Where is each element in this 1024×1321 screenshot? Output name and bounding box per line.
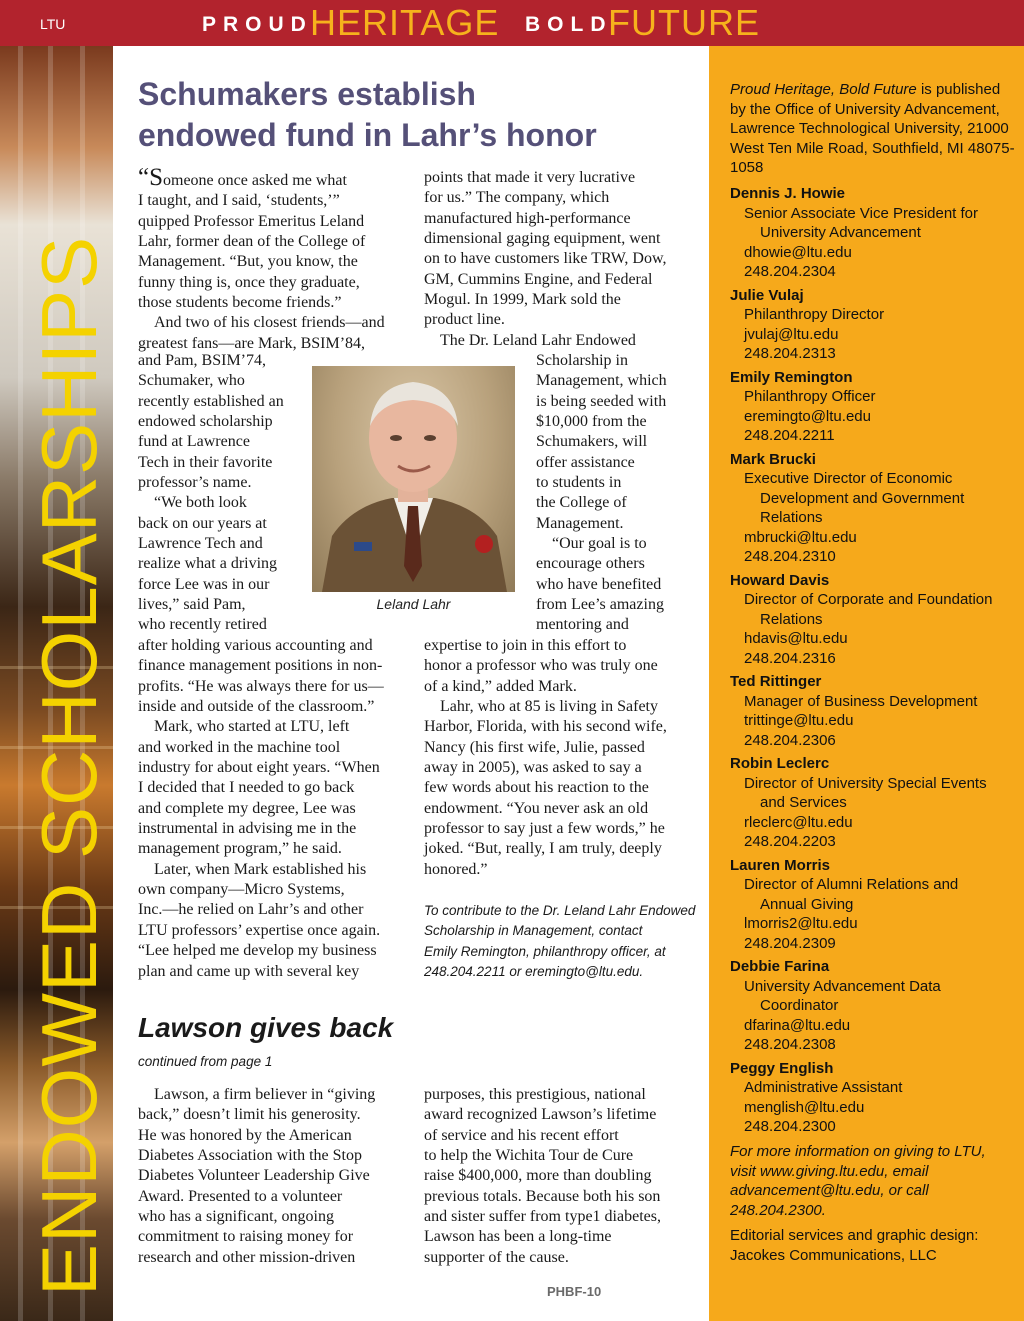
- text-line: on to have customers like TRW, Dow,: [424, 250, 667, 268]
- text-line: professor to say just a few words,” he: [424, 820, 665, 838]
- contact-name: Robin Leclerc: [730, 755, 830, 772]
- text-line: endowed scholarship: [138, 413, 273, 431]
- contribute-line: Scholarship in Management, contact: [424, 923, 643, 939]
- contribute-line: To contribute to the Dr. Leland Lahr Endowed: [424, 903, 696, 918]
- contribute-note: [424, 901, 704, 982]
- text-line: and complete my degree, Lee was: [138, 799, 356, 817]
- text-line: from Lee’s amazing: [536, 596, 664, 614]
- contact-title: Director of University Special Events: [744, 774, 987, 792]
- text-line: management program,” he said.: [138, 840, 342, 858]
- more-info-note: For more information on giving to LTU, visit www.giving.ltu.edu, email advancement@ltu.edu, or call 248.204.2300.: [730, 1143, 986, 1219]
- contact-phone: 248.204.2304: [744, 263, 836, 280]
- contact-email: jvulaj@ltu.edu: [744, 325, 839, 343]
- text-line: encourage others: [536, 555, 645, 573]
- text-line: LTU professors’ expertise once again.: [138, 921, 381, 939]
- article-column-2-narrow: [536, 351, 704, 636]
- contact-phone: 248.204.2306: [744, 731, 836, 749]
- text-line: Harbor, Florida, with his second wife,: [424, 718, 667, 736]
- text-line: raise $400,000, more than doubling: [424, 1167, 652, 1185]
- text-line: who have benefited: [536, 575, 662, 593]
- contact-email: dhowie@ltu.edu: [744, 243, 852, 261]
- text-line: dimensional gaging equipment, went: [424, 230, 661, 248]
- continued-from-note: continued from page 1: [138, 1054, 273, 1069]
- contact-email: rleclerc@ltu.edu: [744, 813, 853, 831]
- header-bar: [0, 0, 1024, 46]
- text-line: product line.: [424, 311, 505, 329]
- text-line: offer assistance: [536, 453, 635, 471]
- text-line: points that made it very lucrative: [424, 169, 636, 186]
- contact-title: Coordinator: [760, 997, 839, 1014]
- text-line: “Our goal is to: [552, 535, 647, 553]
- text-line: inside and outside of the classroom.”: [138, 698, 375, 716]
- contact-phone: 248.204.2203: [744, 833, 836, 850]
- text-line: finance management positions in non-: [138, 657, 383, 675]
- editorial-credit: Editorial services and graphic design: Jacokes Communications, LLC: [730, 1227, 979, 1264]
- contact-title: Administrative Assistant: [744, 1079, 903, 1096]
- contact-entry: [730, 856, 1020, 954]
- contact-title: Relations: [760, 610, 823, 628]
- header-bold: BOLD: [525, 13, 613, 36]
- text-line: Scholarship in: [536, 352, 628, 369]
- text-line: profits. “He was always there for us—: [138, 677, 384, 695]
- text-line: Management.: [536, 514, 624, 532]
- text-line: The Dr. Leland Lahr Endowed: [440, 331, 636, 349]
- text-line: own company—Micro Systems,: [138, 881, 345, 899]
- text-line: “Lee helped me develop my business: [138, 942, 377, 960]
- contact-email: hdavis@ltu.edu: [744, 630, 848, 647]
- text-line: who recently retired: [138, 616, 267, 634]
- contact-email: eremingto@ltu.edu: [744, 407, 871, 425]
- side-photo-strip: [0, 46, 113, 1321]
- text-line: to help the Wichita Tour de Cure: [424, 1147, 634, 1165]
- text-line: Mogul. In 1999, Mark sold the: [424, 291, 621, 309]
- contact-title: University Advancement: [760, 224, 921, 241]
- text-line: professor’s name.: [138, 474, 252, 492]
- photo-caption: Leland Lahr: [376, 596, 451, 612]
- article2-column-1: [138, 1085, 413, 1268]
- contact-entry: [730, 754, 1020, 852]
- contact-title: Manager of Business Development: [744, 692, 978, 710]
- text-line: GM, Cummins Engine, and Federal: [424, 270, 653, 288]
- text-line: And two of his closest friends—and: [154, 314, 385, 332]
- text-line: who has a significant, ongoing: [138, 1208, 334, 1226]
- contact-name: Lauren Morris: [730, 856, 831, 874]
- header-ltu: LTU: [40, 16, 66, 32]
- contact-title: Philanthropy Officer: [744, 388, 876, 405]
- text-line: commitment to raising money for: [138, 1228, 354, 1246]
- text-line: after holding various accounting and: [138, 637, 373, 654]
- contact-title: Annual Giving: [760, 895, 854, 913]
- article2-title: Lawson gives back: [138, 1012, 394, 1043]
- text-line: manufactured high-performance: [424, 209, 631, 227]
- text-line: the College of: [536, 494, 627, 512]
- contact-email: trittinge@ltu.edu: [744, 712, 854, 729]
- text-line: force Lee was in our: [138, 575, 270, 593]
- contribute-line: Emily Remington, philanthropy officer, at: [424, 943, 666, 959]
- text-line: “We both look: [154, 494, 247, 512]
- text-line: He was honored by the American: [138, 1126, 352, 1144]
- text-line: recently established an: [138, 392, 284, 410]
- article-title: [138, 74, 698, 156]
- side-banner-title: ENDOWED SCHOLARSHIPS: [25, 235, 113, 1296]
- text-line: for us.” The company, which: [424, 189, 610, 207]
- text-line: Diabetes Association with the Stop: [138, 1147, 362, 1165]
- contact-phone: 248.204.2308: [744, 1036, 836, 1053]
- contact-title: Director of Corporate and Foundation: [744, 591, 993, 608]
- contact-title: and Services: [760, 794, 847, 811]
- header-proud: PROUD: [202, 13, 313, 36]
- text-line: fund at Lawrence: [138, 433, 250, 451]
- article-title-line2: endowed fund in Lahr’s honor: [138, 117, 597, 153]
- text-line: honor a professor who was truly one: [424, 657, 658, 675]
- text-line: lives,” said Pam,: [138, 596, 246, 614]
- contact-name: Ted Rittinger: [730, 673, 822, 690]
- article-column-2-bottom: [424, 636, 704, 880]
- text-line: Lawson, a firm believer in “giving: [154, 1086, 376, 1103]
- text-line: few words about his reaction to the: [424, 779, 649, 797]
- contact-entry: [730, 184, 1020, 282]
- text-line: Inc.—he relied on Lahr’s and other: [138, 901, 364, 919]
- text-line: instrumental in advising me in the: [138, 820, 357, 838]
- text-line: honored.”: [424, 860, 488, 878]
- contact-entry: [730, 368, 1020, 446]
- text-line: and Pam, BSIM’74,: [138, 352, 266, 369]
- drop-cap: “S: [138, 164, 163, 191]
- contact-title: Director of Alumni Relations and: [744, 876, 959, 893]
- contact-name: Julie Vulaj: [730, 286, 804, 304]
- contact-phone: 248.204.2309: [744, 934, 836, 952]
- contact-entry: [730, 450, 1020, 567]
- text-line: Nancy (his first wife, Julie, passed: [424, 738, 645, 756]
- text-line: quipped Professor Emeritus Leland: [138, 212, 365, 230]
- text-line: is being seeded with: [536, 392, 667, 410]
- text-line: Award. Presented to a volunteer: [138, 1187, 343, 1205]
- text-line: Management, which: [536, 372, 667, 390]
- text-line: previous totals. Because both his son: [424, 1187, 661, 1205]
- text-line: award recognized Lawson’s lifetime: [424, 1106, 657, 1124]
- contact-phone: 248.204.2316: [744, 649, 836, 667]
- text-line: I taught, and I said, ‘students,’”: [138, 192, 340, 210]
- text-line: Management. “But, you know, the: [138, 253, 358, 271]
- publication-name: Proud Heritage, Bold Future: [730, 81, 917, 98]
- text-line: those students become friends.”: [138, 294, 342, 312]
- article-column-1-narrow: [138, 351, 306, 636]
- contact-email: dfarina@ltu.edu: [744, 1016, 851, 1034]
- publication-info: [730, 80, 1015, 178]
- text-line: of a kind,” added Mark.: [424, 677, 577, 695]
- header-heritage: HERITAGE: [310, 2, 500, 43]
- contact-name: Peggy English: [730, 1059, 834, 1077]
- text-line: back on our years at: [138, 514, 267, 532]
- article-title-line1: Schumakers establish: [138, 76, 476, 112]
- contact-entry: [730, 957, 1020, 1055]
- text-line: research and other mission-driven: [138, 1248, 356, 1266]
- contact-title: Philanthropy Director: [744, 306, 885, 323]
- text-line: to students in: [536, 474, 622, 492]
- contact-phone: 248.204.2313: [744, 345, 836, 362]
- text-line: purposes, this prestigious, national: [424, 1086, 646, 1103]
- contact-title: Development and Government: [760, 489, 965, 507]
- text-line: $10,000 from the: [536, 413, 647, 431]
- contact-phone: 248.204.2300: [744, 1118, 836, 1135]
- text-line: Tech in their favorite: [138, 453, 273, 471]
- portrait-illustration: [312, 366, 515, 592]
- contact-name: Emily Remington: [730, 368, 853, 386]
- contact-name: Mark Brucki: [730, 450, 816, 468]
- contact-email: menglish@ltu.edu: [744, 1098, 865, 1116]
- text-line: Lahr, former dean of the College of: [138, 233, 366, 251]
- text-line: Mark, who started at LTU, left: [154, 718, 350, 736]
- text-line: joked. “But, really, I am truly, deeply: [424, 840, 662, 858]
- contact-name: Howard Davis: [730, 571, 830, 589]
- contact-title: University Advancement Data: [744, 977, 941, 995]
- text-line: Schumaker, who: [138, 372, 245, 390]
- article-column-1-top: [138, 164, 408, 354]
- contact-title: Executive Director of Economic: [744, 470, 953, 487]
- text-line: greatest fans—are Mark, BSIM’84,: [138, 334, 366, 352]
- article2-column-2: [424, 1085, 704, 1268]
- article-column-1-bottom: [138, 636, 413, 982]
- text-line: Lahr, who at 85 is living in Safety: [440, 698, 658, 716]
- contact-entry: [730, 1059, 1020, 1137]
- text-line: Later, when Mark established his: [154, 860, 367, 878]
- contact-phone: 248.204.2310: [744, 548, 836, 565]
- text-line: industry for about eight years. “When: [138, 759, 380, 777]
- text-line: Lawrence Tech and: [138, 535, 263, 553]
- contact-entry: [730, 286, 1020, 364]
- text-line: I decided that I needed to go back: [138, 779, 355, 797]
- text-line: expertise to join in this effort to: [424, 637, 627, 654]
- text-line: funny thing is, once they graduate,: [138, 273, 360, 291]
- text-line: realize what a driving: [138, 555, 278, 573]
- text-line: of service and his recent effort: [424, 1126, 619, 1144]
- header-future: FUTURE: [608, 2, 760, 43]
- contribute-line: 248.204.2211 or eremingto@ltu.edu.: [424, 963, 644, 979]
- text-line: away in 2005), was asked to say a: [424, 759, 642, 777]
- text-line: plan and came up with several key: [138, 962, 360, 980]
- contact-name: Debbie Farina: [730, 958, 830, 975]
- text-line: Diabetes Volunteer Leadership Give: [138, 1167, 370, 1185]
- contact-phone: 248.204.2211: [744, 427, 835, 444]
- text-line: mentoring and: [536, 616, 629, 634]
- text-line: endowment. “You never ask an old: [424, 799, 649, 817]
- strip-column: [18, 46, 23, 1321]
- text-line: Schumakers, will: [536, 433, 648, 451]
- text-line: and worked in the machine tool: [138, 738, 341, 756]
- contact-sidebar: [709, 46, 1024, 1321]
- text-line: back,” doesn’t limit his generosity.: [138, 1106, 361, 1124]
- publication-details: is published by the Office of University Advancement, Lawrence Technological University, 21000 West Ten Mile Road, Southfield, MI 48075-1058: [730, 81, 1015, 176]
- text-line: supporter of the cause.: [424, 1248, 569, 1266]
- contact-entry: [730, 672, 1020, 750]
- contact-entry: [730, 571, 1020, 669]
- contact-email: mbrucki@ltu.edu: [744, 528, 857, 546]
- contact-title: Relations: [760, 509, 823, 526]
- article-column-2-top: [424, 168, 704, 351]
- text-line: “Someone once asked me what: [138, 164, 347, 191]
- leland-lahr-photo: [312, 366, 515, 592]
- contact-email: lmorris2@ltu.edu: [744, 915, 858, 932]
- text-line: Lawson has been a long-time: [424, 1228, 612, 1246]
- contact-name: Dennis J. Howie: [730, 185, 846, 202]
- text-line: and sister suffer from type1 diabetes,: [424, 1208, 661, 1226]
- page-number: PHBF-10: [547, 1284, 602, 1299]
- contact-title: Senior Associate Vice President for: [744, 204, 979, 222]
